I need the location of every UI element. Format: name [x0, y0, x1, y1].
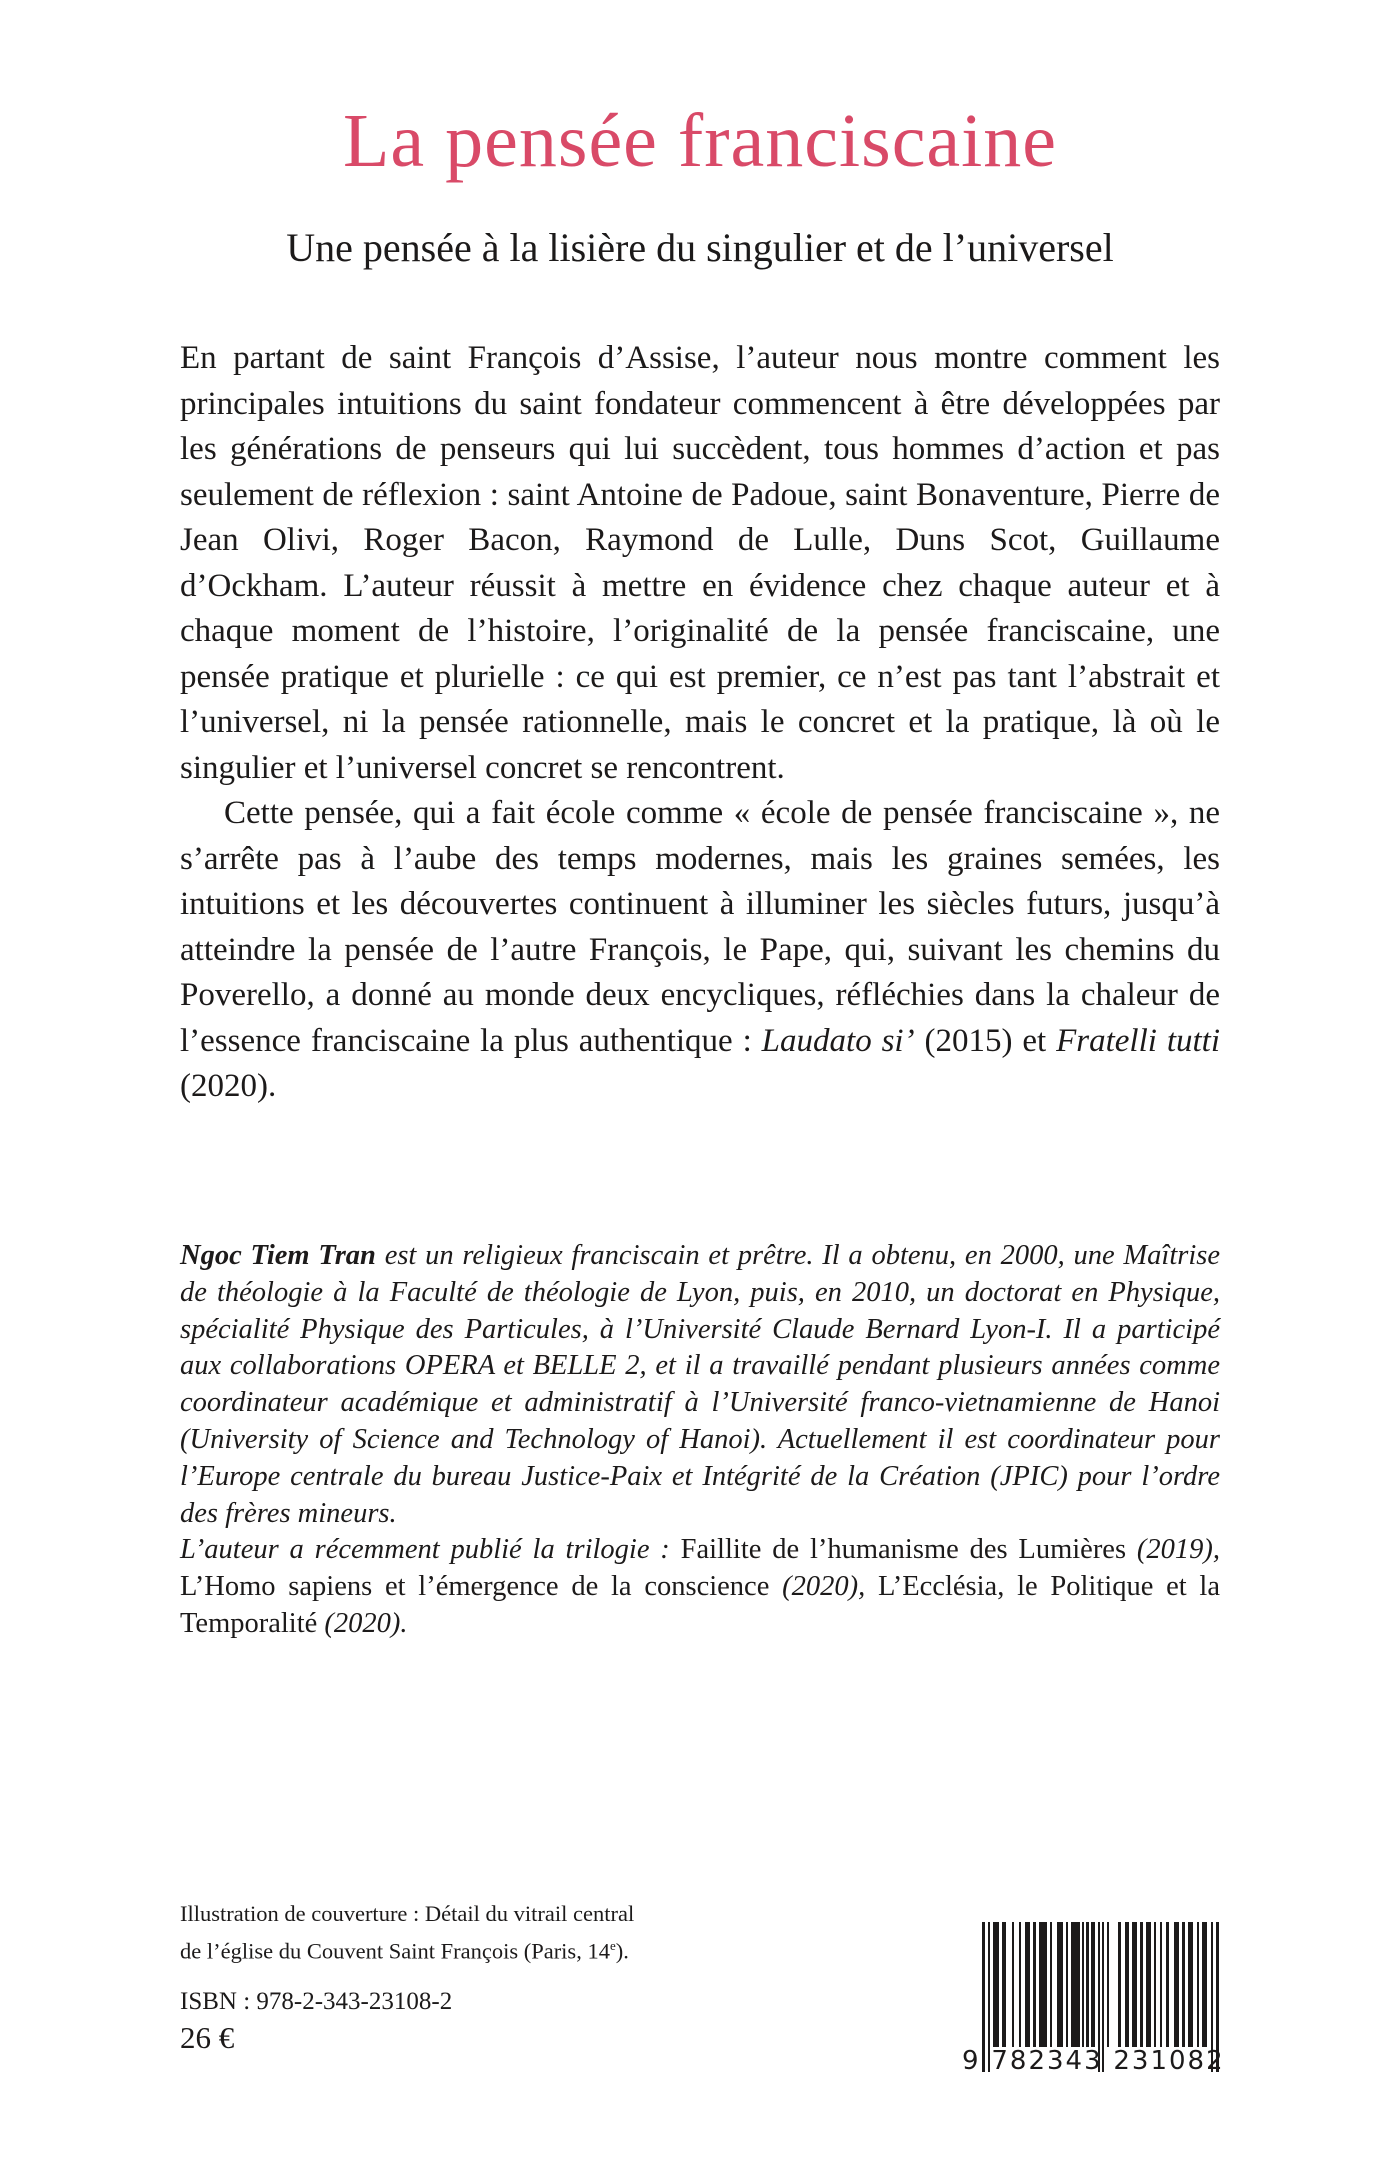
trilogy-book-1: Faillite de l’humanisme des Lumières: [680, 1534, 1127, 1566]
summary-paragraph-2: [180, 791, 1220, 1110]
summary-paragraph-1: En partant de saint François d’Assise, l’auteur nous montre comment les principales intuitions du saint fondateur commencent à être développées par les générations de penseurs qui lui succèdent, tous hommes d’action et pas seulement de réflexion : saint Antoine de Padoue, saint Bonaventure, Pierre de Jean Olivi, Roger Bacon, Raymond de Lulle, Duns Scot, Guillaume d’Ockham. L’auteur réussit à mettre en évidence chez chaque auteur et à chaque moment de l’histoire, l’originalité de la pensée franciscaine, une pensée pratique et plurielle : ce qui est premier, ce n’est pas tant l’abstrait et l’universel, ni la pensée rationnelle, mais le concret et la pratique, là où le singulier et l’universel concret se rencontrent.: [180, 340, 1220, 786]
trilogy-book-1-year: (2019),: [1126, 1534, 1221, 1566]
trilogy-book-2: L’Homo sapiens et l’émergence de la conscience: [180, 1571, 770, 1603]
year-2020: (2020).: [180, 1068, 277, 1104]
author-bio-paragraph: [180, 1238, 1220, 1532]
author-name: Ngoc Tiem Tran: [180, 1240, 376, 1271]
isbn: ISBN : 978-2-343-23108-2: [180, 1988, 453, 2015]
trilogy-book-2-year: (2020),: [769, 1571, 878, 1603]
illustration-credits: [180, 1898, 634, 1968]
encyclical-laudato-si: Laudato si’: [761, 1022, 915, 1059]
barcode-first-digit: 9: [962, 2046, 981, 2076]
trilogy-book-3-year: (2020).: [317, 1607, 408, 1639]
summary-text: [180, 336, 1220, 1110]
author-trilogy: [180, 1532, 1220, 1642]
price: 26 €: [180, 2020, 235, 2055]
author-bio: [180, 1238, 1220, 1643]
summary-paragraph-2-text: Cette pensée, qui a fait école comme « école de pensée franciscaine », ne s’arrête pas à l’aube des temps modernes, mais les graines semées, les intuitions et les découvertes continuent à illuminer les siècles futurs, jusqu’à atteindre la pensée de l’autre François, le Pape, qui, suivant les chemins du Poverello, a donné au monde deux encycliques, réfléchies dans la chaleur de l’essence franciscaine la plus authentique :: [180, 795, 1220, 1059]
book-subtitle: Une pensée à la lisière du singulier et de l’universel: [286, 225, 1114, 270]
credits-line-2-text: de l’église du Couvent Saint François (Paris, 14: [180, 1938, 610, 1964]
author-bio-text: est un religieux franciscain et prêtre. Il a obtenu, en 2000, une Maîtrise de théologie à la Faculté de théologie de Lyon, puis, en 2010, un doctorat en Physique, spécialité Physique des Particules, à l’Université Claude Bernard Lyon-I. Il a participé aux collaborations OPERA et BELLE 2, et il a travaillé pendant plusieurs années comme coordinateur académique et administratif à l’Université franco-vietnamienne de Hanoi (University of Science and Technology of Hanoi). Actuellement il est coordinateur pour l’Europe centrale du bureau Justice-Paix et Intégrité de la Création (JPIC) pour l’ordre des frères mineurs.: [180, 1240, 1220, 1529]
credits-line-1: Illustration de couverture : Détail du vitrail central: [180, 1901, 635, 1926]
credits-line-2: [180, 1930, 634, 1968]
barcode-group-1: 782343: [991, 2046, 1103, 2076]
credits-superscript: e: [609, 1938, 616, 1953]
trilogy-intro: L’auteur a récemment publié la trilogie :: [180, 1534, 681, 1566]
barcode-group-2: 231082: [1113, 2046, 1225, 2076]
barcode-digits: [962, 2046, 1230, 2076]
encyclical-fratelli-tutti: Fratelli tutti: [1056, 1022, 1221, 1059]
year-2015: (2015) et: [914, 1022, 1057, 1059]
trilogy-book-3: L’Ecclésia, le Politique et la Temporalité: [180, 1571, 1220, 1639]
book-title: La pensée franciscaine: [342, 99, 1057, 183]
credits-line-2-end: ).: [615, 1938, 629, 1964]
